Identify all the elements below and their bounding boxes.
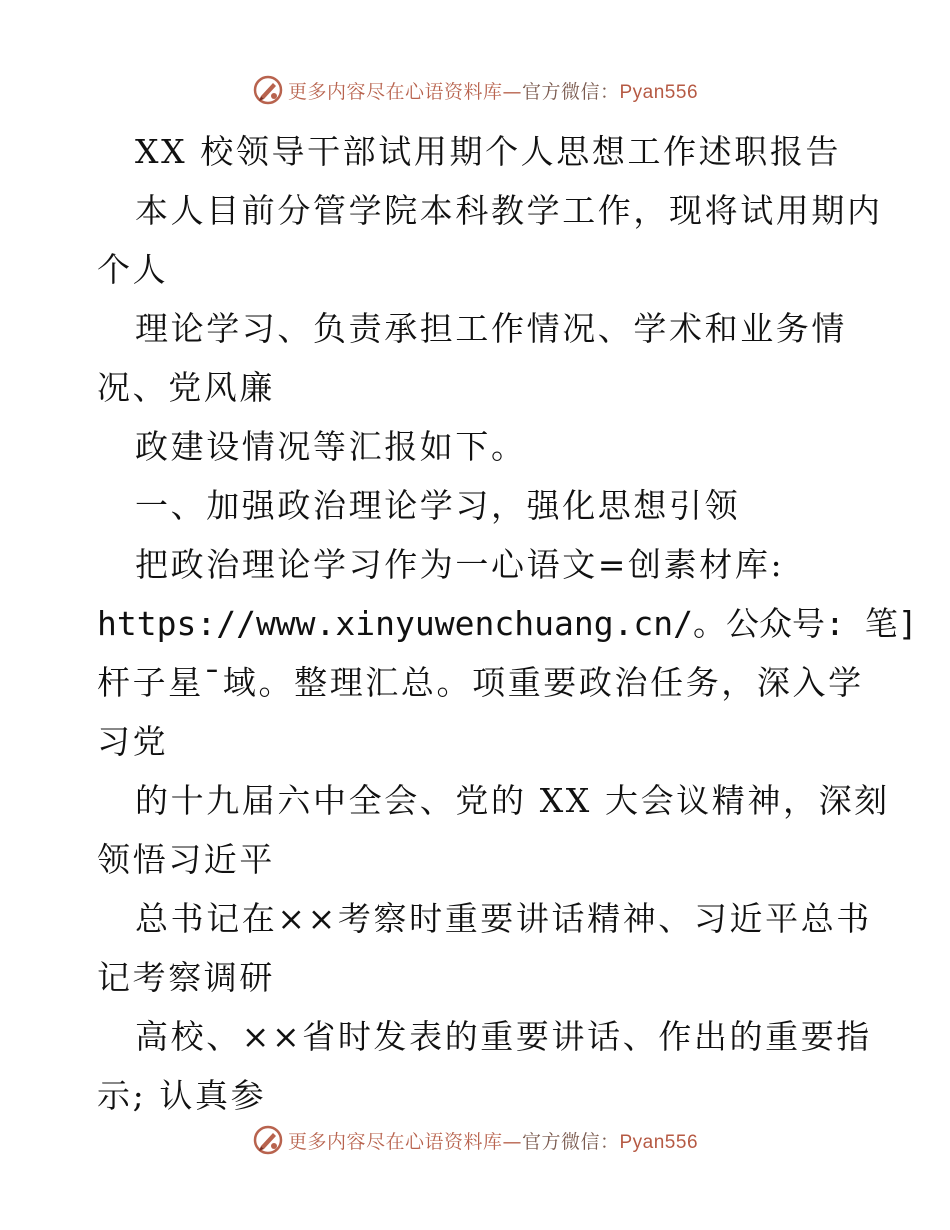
header-main-text: 更多内容尽在心语资料库— — [287, 80, 522, 103]
document-title: XX 校领导干部试用期个人思想工作述职报告 — [135, 132, 842, 171]
paragraph-line: 记考察调研 — [97, 958, 275, 997]
footer-banner-text — [288, 1127, 698, 1154]
paragraph-line: 况、党风廉 — [97, 368, 275, 407]
paragraph-line: 杆子星¯域。整理汇总。项重要政治任务，深入学 — [97, 663, 864, 702]
pen-seal-icon — [252, 74, 284, 106]
paragraph-line: 政建设情况等汇报如下。 — [135, 427, 527, 466]
paragraph-line: 个人 — [97, 250, 169, 289]
paragraph-line: 领悟习近平 — [97, 840, 275, 879]
section-heading: 一、加强政治理论学习，强化思想引领 — [135, 486, 741, 525]
footer-main-text: 更多内容尽在心语资料库— — [287, 1130, 522, 1153]
paragraph-line: 的十九届六中全会、党的 XX 大会议精神，深刻 — [135, 781, 890, 820]
pen-seal-icon — [252, 1124, 284, 1156]
paragraph-line: 总书记在××考察时重要讲话精神、习近平总书 — [135, 899, 872, 938]
paragraph-line: 把政治理论学习作为一心语文=创素材库: — [135, 545, 785, 584]
paragraph-line: 示; 认真参 — [97, 1076, 267, 1115]
footer-wechat-handle: Pyan556 — [619, 1131, 699, 1153]
paragraph-line: 理论学习、负责承担工作情况、学术和业务情 — [135, 309, 847, 348]
header-banner — [0, 70, 950, 110]
header-wechat-handle: Pyan556 — [619, 81, 699, 103]
footer-wechat-label: 官方微信： — [521, 1130, 620, 1153]
paragraph-line: 习党 — [97, 722, 169, 761]
header-banner-text — [288, 77, 698, 104]
paragraph-line: 本人目前分管学院本科教学工作，现将试用期内 — [135, 191, 883, 230]
document-body — [97, 122, 918, 1125]
header-wechat-label: 官方微信： — [521, 80, 620, 103]
url-line: https://www.xinyuwenchuang.cn/。公众号: 笔] — [97, 604, 918, 643]
footer-banner — [0, 1120, 950, 1160]
paragraph-line: 高校、××省时发表的重要讲话、作出的重要指 — [135, 1017, 872, 1056]
